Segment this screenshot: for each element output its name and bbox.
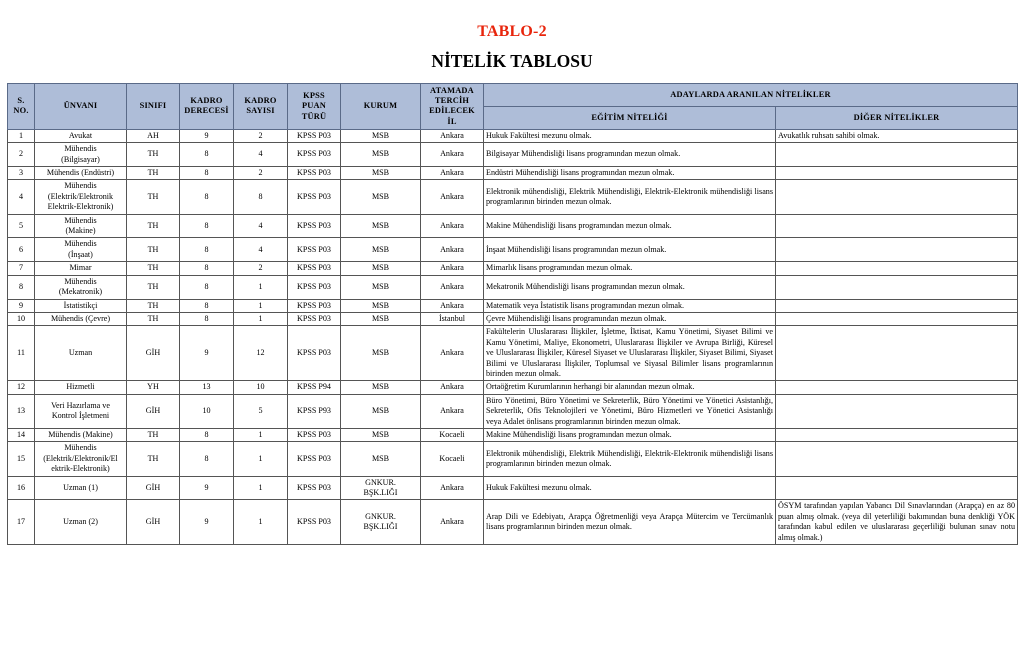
sira-no-line1: S. bbox=[17, 96, 25, 106]
cell-sira-no: 11 bbox=[8, 326, 35, 381]
cell-diger-nitelikler bbox=[776, 394, 1018, 428]
cell-unvani: Hizmetli bbox=[35, 381, 127, 394]
cell-kadro-sayisi: 10 bbox=[234, 381, 288, 394]
cell-kurum: MSB bbox=[341, 442, 421, 476]
cell-sira-no: 13 bbox=[8, 394, 35, 428]
cell-atamada-tercih-il: Kocaeli bbox=[421, 442, 484, 476]
table-row bbox=[8, 394, 1018, 428]
kpss-line1: KPSS bbox=[303, 91, 325, 101]
table-row bbox=[8, 238, 1018, 262]
table-row bbox=[8, 180, 1018, 214]
cell-diger-nitelikler bbox=[776, 428, 1018, 441]
page-title-tablo: TABLO-2 bbox=[477, 23, 547, 40]
il-line3: EDİLECEK bbox=[429, 106, 475, 116]
cell-sinifi: GİH bbox=[127, 326, 180, 381]
cell-kadro-sayisi: 4 bbox=[234, 214, 288, 238]
cell-egitim-niteligi: Bilgisayar Mühendisliği lisans programından mezun olmak. bbox=[484, 143, 776, 167]
cell-unvani: Uzman (2) bbox=[35, 500, 127, 545]
cell-diger-nitelikler bbox=[776, 442, 1018, 476]
col-header-egitim-niteligi: EĞİTİM NİTELİĞİ bbox=[484, 106, 776, 129]
cell-kadro-derecesi: 9 bbox=[180, 476, 234, 500]
cell-kpss-puan-turu: KPSS P03 bbox=[288, 428, 341, 441]
cell-kpss-puan-turu: KPSS P03 bbox=[288, 299, 341, 312]
cell-kadro-derecesi: 13 bbox=[180, 381, 234, 394]
cell-unvani: Mühendis (İnşaat) bbox=[35, 238, 127, 262]
cell-kadro-derecesi: 8 bbox=[180, 428, 234, 441]
cell-kurum: GNKUR. BŞK.LIĞI bbox=[341, 476, 421, 500]
cell-kadro-derecesi: 8 bbox=[180, 275, 234, 299]
cell-kurum: MSB bbox=[341, 299, 421, 312]
col-header-diger-nitelikler: DİĞER NİTELİKLER bbox=[776, 106, 1018, 129]
cell-kurum: MSB bbox=[341, 326, 421, 381]
table-row bbox=[8, 428, 1018, 441]
cell-sinifi: TH bbox=[127, 262, 180, 275]
kpss-line3: TÜRÜ bbox=[301, 111, 327, 121]
cell-kadro-derecesi: 8 bbox=[180, 442, 234, 476]
cell-atamada-tercih-il: Ankara bbox=[421, 476, 484, 500]
cell-kadro-derecesi: 9 bbox=[180, 326, 234, 381]
cell-sinifi: TH bbox=[127, 312, 180, 325]
cell-egitim-niteligi: Fakültelerin Uluslararası İlişkiler, İşletme, İktisat, Kamu Yönetimi, Siyaset Bilimi ve Kamu Yönetimi, Maliye, Ekonometri, Uluslararası İlişkiler ve Avrupa Birliği, Küresel ve Uluslararası İlişkiler, Küresel Siyaset ve Uluslararası İlişkiler, Siyaset Bilimi, Siyaset Bilimi ve Uluslararası İlişkiler, Toplumsal ve Siyasal Bilimler lisans programlarının birinden mezun olmak. bbox=[484, 326, 776, 381]
kadro-derecesi-line2: DERECESİ bbox=[184, 106, 229, 116]
cell-kpss-puan-turu: KPSS P03 bbox=[288, 326, 341, 381]
cell-diger-nitelikler bbox=[776, 180, 1018, 214]
cell-egitim-niteligi: Matematik veya İstatistik lisans programından mezun olmak. bbox=[484, 299, 776, 312]
nitelik-table bbox=[7, 83, 1018, 545]
cell-diger-nitelikler bbox=[776, 143, 1018, 167]
sira-no-line2: NO. bbox=[13, 106, 29, 116]
cell-sinifi: TH bbox=[127, 299, 180, 312]
cell-atamada-tercih-il: Ankara bbox=[421, 500, 484, 545]
cell-kpss-puan-turu: KPSS P03 bbox=[288, 129, 341, 142]
table-header bbox=[8, 84, 1018, 130]
cell-atamada-tercih-il: Ankara bbox=[421, 275, 484, 299]
cell-atamada-tercih-il: Ankara bbox=[421, 299, 484, 312]
cell-kadro-derecesi: 8 bbox=[180, 143, 234, 167]
cell-kurum: GNKUR. BŞK.LIĞI bbox=[341, 500, 421, 545]
cell-egitim-niteligi: Mekatronik Mühendisliği lisans programından mezun olmak. bbox=[484, 275, 776, 299]
cell-unvani: Mimar bbox=[35, 262, 127, 275]
kadro-sayisi-line1: KADRO bbox=[244, 96, 277, 106]
cell-kadro-sayisi: 2 bbox=[234, 167, 288, 180]
table-row bbox=[8, 476, 1018, 500]
cell-unvani: Veri Hazırlama ve Kontrol İşletmeni bbox=[35, 394, 127, 428]
cell-sira-no: 6 bbox=[8, 238, 35, 262]
cell-kadro-sayisi: 8 bbox=[234, 180, 288, 214]
table-row bbox=[8, 214, 1018, 238]
cell-atamada-tercih-il: Ankara bbox=[421, 143, 484, 167]
cell-unvani: Mühendis (Elektrik/Elektronik/El ektrik-Elektronik) bbox=[35, 442, 127, 476]
cell-diger-nitelikler bbox=[776, 326, 1018, 381]
cell-kadro-derecesi: 10 bbox=[180, 394, 234, 428]
cell-egitim-niteligi: Hukuk Fakültesi mezunu olmak. bbox=[484, 129, 776, 142]
cell-egitim-niteligi: Elektronik mühendisliği, Elektrik Mühendisliği, Elektrik-Elektronik mühendisliği lisans programlarının birinden mezun olmak. bbox=[484, 442, 776, 476]
cell-kadro-derecesi: 9 bbox=[180, 129, 234, 142]
cell-egitim-niteligi: Çevre Mühendisliği lisans programından mezun olmak. bbox=[484, 312, 776, 325]
cell-unvani: Mühendis (Makine) bbox=[35, 214, 127, 238]
cell-kadro-sayisi: 2 bbox=[234, 262, 288, 275]
cell-kpss-puan-turu: KPSS P03 bbox=[288, 143, 341, 167]
cell-sinifi: TH bbox=[127, 167, 180, 180]
cell-kpss-puan-turu: KPSS P93 bbox=[288, 394, 341, 428]
cell-sinifi: YH bbox=[127, 381, 180, 394]
cell-kadro-derecesi: 9 bbox=[180, 500, 234, 545]
col-header-kadro-derecesi bbox=[180, 84, 234, 130]
cell-kpss-puan-turu: KPSS P03 bbox=[288, 214, 341, 238]
cell-unvani: Mühendis (Elektrik/Elektronik Elektrik-Elektronik) bbox=[35, 180, 127, 214]
cell-kadro-derecesi: 8 bbox=[180, 214, 234, 238]
cell-diger-nitelikler: ÖSYM tarafından yapılan Yabancı Dil Sınavlarından (Arapça) en az 80 puan almış olmak. (veya dil yeterliliği bakımından buna denkliği YÖK tarafından kabul edilen ve uluslararası geçerliliği bulunan sınav notu almış olmak.) bbox=[776, 500, 1018, 545]
cell-sira-no: 5 bbox=[8, 214, 35, 238]
table-row bbox=[8, 442, 1018, 476]
cell-kurum: MSB bbox=[341, 238, 421, 262]
cell-kadro-sayisi: 1 bbox=[234, 500, 288, 545]
cell-sinifi: TH bbox=[127, 275, 180, 299]
col-header-atamada-tercih-il bbox=[421, 84, 484, 130]
cell-unvani: Uzman bbox=[35, 326, 127, 381]
cell-egitim-niteligi: Makine Mühendisliği lisans programından mezun olmak. bbox=[484, 214, 776, 238]
cell-kadro-derecesi: 8 bbox=[180, 238, 234, 262]
cell-diger-nitelikler bbox=[776, 238, 1018, 262]
cell-diger-nitelikler bbox=[776, 214, 1018, 238]
cell-sira-no: 4 bbox=[8, 180, 35, 214]
cell-kadro-sayisi: 1 bbox=[234, 299, 288, 312]
cell-kadro-sayisi: 1 bbox=[234, 275, 288, 299]
cell-kpss-puan-turu: KPSS P03 bbox=[288, 275, 341, 299]
cell-kurum: MSB bbox=[341, 381, 421, 394]
cell-kurum: MSB bbox=[341, 167, 421, 180]
table-row bbox=[8, 326, 1018, 381]
cell-kurum: MSB bbox=[341, 428, 421, 441]
col-header-sira-no bbox=[8, 84, 35, 130]
cell-diger-nitelikler bbox=[776, 299, 1018, 312]
cell-unvani: Mühendis (Çevre) bbox=[35, 312, 127, 325]
cell-unvani: Mühendis (Mekatronik) bbox=[35, 275, 127, 299]
cell-kpss-puan-turu: KPSS P03 bbox=[288, 442, 341, 476]
cell-sira-no: 1 bbox=[8, 129, 35, 142]
cell-kadro-derecesi: 8 bbox=[180, 167, 234, 180]
cell-kurum: MSB bbox=[341, 275, 421, 299]
cell-sira-no: 15 bbox=[8, 442, 35, 476]
cell-kadro-derecesi: 8 bbox=[180, 312, 234, 325]
table-row bbox=[8, 299, 1018, 312]
cell-unvani: İstatistikçi bbox=[35, 299, 127, 312]
table-row bbox=[8, 143, 1018, 167]
cell-kpss-puan-turu: KPSS P03 bbox=[288, 500, 341, 545]
il-line1: ATAMADA bbox=[430, 86, 474, 95]
page-subtitle: NİTELİK TABLOSU bbox=[431, 51, 593, 71]
cell-sira-no: 10 bbox=[8, 312, 35, 325]
cell-unvani: Mühendis (Makine) bbox=[35, 428, 127, 441]
cell-sira-no: 3 bbox=[8, 167, 35, 180]
cell-egitim-niteligi: Ortaöğretim Kurumlarının herhangi bir alanından mezun olmak. bbox=[484, 381, 776, 394]
cell-sinifi: AH bbox=[127, 129, 180, 142]
cell-kadro-derecesi: 8 bbox=[180, 262, 234, 275]
cell-kpss-puan-turu: KPSS P03 bbox=[288, 167, 341, 180]
cell-atamada-tercih-il: Ankara bbox=[421, 238, 484, 262]
cell-atamada-tercih-il: Ankara bbox=[421, 129, 484, 142]
cell-kadro-sayisi: 5 bbox=[234, 394, 288, 428]
cell-sira-no: 12 bbox=[8, 381, 35, 394]
col-header-kadro-sayisi bbox=[234, 84, 288, 130]
cell-kurum: MSB bbox=[341, 143, 421, 167]
cell-kurum: MSB bbox=[341, 262, 421, 275]
cell-kadro-sayisi: 4 bbox=[234, 143, 288, 167]
cell-kadro-sayisi: 12 bbox=[234, 326, 288, 381]
table-row bbox=[8, 500, 1018, 545]
cell-sinifi: GİH bbox=[127, 476, 180, 500]
cell-egitim-niteligi: Elektronik mühendisliği, Elektrik Mühendisliği, Elektrik-Elektronik mühendisliği lisans programlarının birinden mezun olmak. bbox=[484, 180, 776, 214]
cell-atamada-tercih-il: Ankara bbox=[421, 381, 484, 394]
cell-kadro-sayisi: 1 bbox=[234, 442, 288, 476]
cell-diger-nitelikler bbox=[776, 312, 1018, 325]
kadro-sayisi-line2: SAYISI bbox=[246, 106, 275, 116]
cell-kurum: MSB bbox=[341, 180, 421, 214]
cell-diger-nitelikler: Avukatlık ruhsatı sahibi olmak. bbox=[776, 129, 1018, 142]
cell-sira-no: 17 bbox=[8, 500, 35, 545]
col-header-sinifi: SINIFI bbox=[127, 84, 180, 130]
cell-egitim-niteligi: Hukuk Fakültesi mezunu olmak. bbox=[484, 476, 776, 500]
cell-unvani: Uzman (1) bbox=[35, 476, 127, 500]
cell-egitim-niteligi: Endüstri Mühendisliği lisans programından mezun olmak. bbox=[484, 167, 776, 180]
cell-kpss-puan-turu: KPSS P03 bbox=[288, 476, 341, 500]
cell-unvani: Mühendis (Endüstri) bbox=[35, 167, 127, 180]
col-header-adaylarda-aranilan-nitelikler: ADAYLARDA ARANILAN NİTELİKLER bbox=[484, 84, 1018, 107]
cell-diger-nitelikler bbox=[776, 167, 1018, 180]
cell-egitim-niteligi: Mimarlık lisans programından mezun olmak. bbox=[484, 262, 776, 275]
cell-kadro-sayisi: 1 bbox=[234, 476, 288, 500]
cell-sira-no: 14 bbox=[8, 428, 35, 441]
cell-egitim-niteligi: Büro Yönetimi, Büro Yönetimi ve Sekreterlik, Büro Yönetimi ve Yönetici Asistanlığı, Sekreterlik, Ofis Teknolojileri ve Yönetimi, Büro Hizmetleri ve Yönetici Asistanlığı veya Adalet önlisans programlarının birinden mezun olmak. bbox=[484, 394, 776, 428]
col-header-unvani: ÜNVANI bbox=[35, 84, 127, 130]
cell-unvani: Mühendis (Bilgisayar) bbox=[35, 143, 127, 167]
cell-kadro-sayisi: 4 bbox=[234, 238, 288, 262]
cell-sinifi: GİH bbox=[127, 394, 180, 428]
cell-sinifi: TH bbox=[127, 180, 180, 214]
cell-egitim-niteligi: Makine Mühendisliği lisans programından mezun olmak. bbox=[484, 428, 776, 441]
table-row bbox=[8, 262, 1018, 275]
cell-diger-nitelikler bbox=[776, 275, 1018, 299]
cell-sira-no: 2 bbox=[8, 143, 35, 167]
cell-egitim-niteligi: Arap Dili ve Edebiyatı, Arapça Öğretmenliği veya Arapça Mütercim ve Tercümanlık lisans programlarının birinden mezun olmak. bbox=[484, 500, 776, 545]
cell-sinifi: TH bbox=[127, 428, 180, 441]
cell-kpss-puan-turu: KPSS P03 bbox=[288, 262, 341, 275]
cell-kurum: MSB bbox=[341, 214, 421, 238]
cell-atamada-tercih-il: Ankara bbox=[421, 180, 484, 214]
cell-sinifi: GİH bbox=[127, 500, 180, 545]
cell-sinifi: TH bbox=[127, 143, 180, 167]
col-header-kpss-puan-turu bbox=[288, 84, 341, 130]
table-row bbox=[8, 312, 1018, 325]
cell-atamada-tercih-il: Ankara bbox=[421, 262, 484, 275]
cell-sinifi: TH bbox=[127, 238, 180, 262]
cell-sira-no: 8 bbox=[8, 275, 35, 299]
cell-kpss-puan-turu: KPSS P03 bbox=[288, 312, 341, 325]
cell-atamada-tercih-il: İstanbul bbox=[421, 312, 484, 325]
cell-kpss-puan-turu: KPSS P03 bbox=[288, 238, 341, 262]
cell-kurum: MSB bbox=[341, 394, 421, 428]
table-container bbox=[0, 72, 1024, 545]
cell-sira-no: 7 bbox=[8, 262, 35, 275]
table-body bbox=[8, 129, 1018, 544]
cell-kadro-sayisi: 2 bbox=[234, 129, 288, 142]
table-row bbox=[8, 167, 1018, 180]
cell-diger-nitelikler bbox=[776, 262, 1018, 275]
cell-kadro-sayisi: 1 bbox=[234, 312, 288, 325]
cell-atamada-tercih-il: Ankara bbox=[421, 326, 484, 381]
cell-sira-no: 16 bbox=[8, 476, 35, 500]
cell-sinifi: TH bbox=[127, 214, 180, 238]
cell-unvani: Avukat bbox=[35, 129, 127, 142]
table-row bbox=[8, 381, 1018, 394]
kpss-line2: PUAN bbox=[301, 101, 327, 111]
cell-kadro-sayisi: 1 bbox=[234, 428, 288, 441]
cell-atamada-tercih-il: Ankara bbox=[421, 214, 484, 238]
cell-sinifi: TH bbox=[127, 442, 180, 476]
header-row-1 bbox=[8, 84, 1018, 107]
col-header-kurum: KURUM bbox=[341, 84, 421, 130]
cell-atamada-tercih-il: Ankara bbox=[421, 167, 484, 180]
il-line2: TERCİH bbox=[434, 96, 470, 106]
cell-kurum: MSB bbox=[341, 312, 421, 325]
table-row bbox=[8, 129, 1018, 142]
kadro-derecesi-line1: KADRO bbox=[190, 96, 223, 106]
cell-atamada-tercih-il: Kocaeli bbox=[421, 428, 484, 441]
cell-diger-nitelikler bbox=[776, 381, 1018, 394]
cell-sira-no: 9 bbox=[8, 299, 35, 312]
cell-kadro-derecesi: 8 bbox=[180, 299, 234, 312]
table-row bbox=[8, 275, 1018, 299]
cell-diger-nitelikler bbox=[776, 476, 1018, 500]
cell-kurum: MSB bbox=[341, 129, 421, 142]
cell-kadro-derecesi: 8 bbox=[180, 180, 234, 214]
cell-kpss-puan-turu: KPSS P94 bbox=[288, 381, 341, 394]
il-line4: İL bbox=[447, 116, 457, 126]
cell-kpss-puan-turu: KPSS P03 bbox=[288, 180, 341, 214]
cell-egitim-niteligi: İnşaat Mühendisliği lisans programından mezun olmak. bbox=[484, 238, 776, 262]
cell-atamada-tercih-il: Ankara bbox=[421, 394, 484, 428]
